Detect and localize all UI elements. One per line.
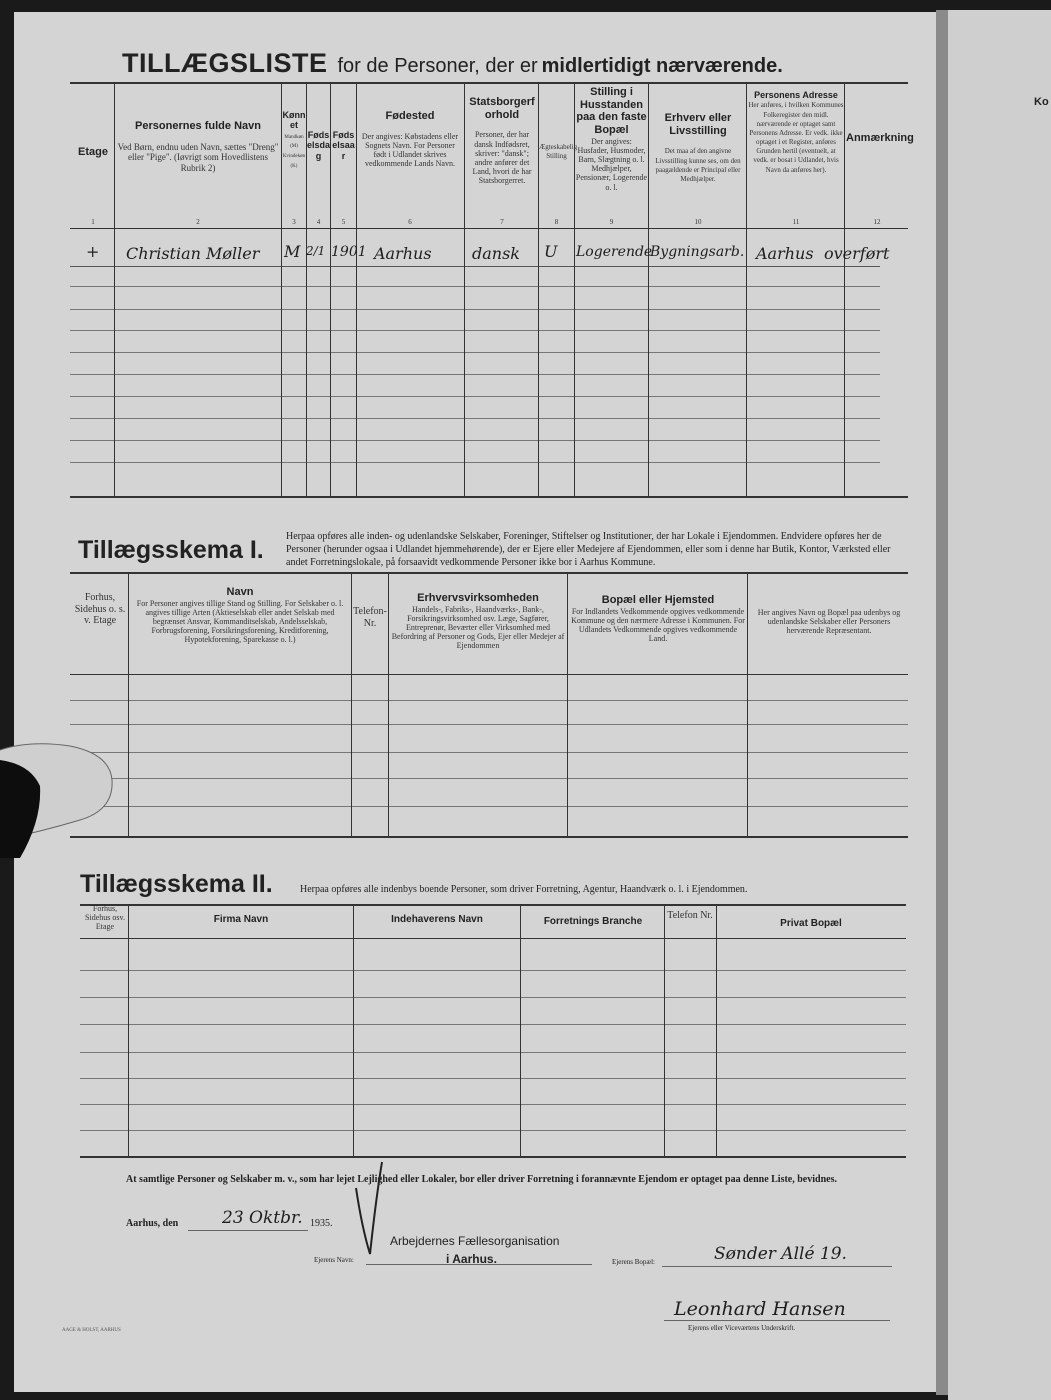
binding-spine: [936, 10, 948, 1395]
entry-remark: overført: [824, 244, 890, 263]
col-citizenship-header: Statsborgerforhold Personer, der har dansk Indfødsret, skriver: "dansk"; andre anfører det Land, hvori de har Statsborgerret.: [469, 96, 535, 186]
entry-birthyear: 1901: [331, 244, 367, 260]
stamp-line-1: Arbejdernes Fællesorganisation: [390, 1234, 560, 1248]
entry-household: Logerende: [576, 244, 653, 260]
skema2-text: Herpaa opføres alle indenbys boende Personer, som driver Forretning, Agentur, Haandværk o. l. i Ejendommen.: [300, 884, 748, 895]
skema1-title: Tillægsskema I.: [78, 536, 264, 564]
col-birthplace-header: Fødested Der angives: Købstadens eller Sognets Navn. For Personer født i Udlandet skrives vedkommende Lands Navn.: [361, 110, 459, 169]
s1-col-etage-header: Forhus, Sidehus o. s. v. Etage: [74, 592, 126, 626]
skema2-title: Tillægsskema II.: [80, 870, 273, 898]
owner-address-label: Ejerens Bopæl:: [612, 1258, 655, 1266]
title-main: TILLÆGSLISTE: [122, 48, 328, 78]
col-marital-header: Ægteskabelig Stilling: [539, 143, 578, 161]
s1-col-residence-header: Bopæl eller Hjemsted For Indlandets Vedkommende opgives vedkommende Kommune og den nærmere Adresse i Kommunen. For Udlandets Vedkommende opgives vedkommende Land.: [571, 594, 745, 644]
entry-birthplace: Aarhus: [374, 244, 432, 263]
signature-label: Ejerens eller Viceværtens Underskrift.: [688, 1324, 796, 1332]
col-num-10: 10: [694, 218, 702, 226]
col-num-4: 4: [316, 218, 321, 226]
entry-etage: +: [86, 242, 100, 261]
printer-mark: AAGE & HOLST, AARHUS: [62, 1328, 121, 1333]
entry-name: Christian Møller: [126, 244, 260, 263]
s1-col-business-header: Erhvervsvirksomheden Handels-, Fabriks-, Haandværks-, Bank-, Forsikringsvirksomhed osv. Læge, Sagfører, Entreprenør, Beværter eller Virksomhed med Befordring af Personer og Gods, Ejer eller Medejer af Ejendommen: [391, 592, 565, 651]
s1-col-name-header: Navn For Personer angives tillige Stand og Stilling. For Selskaber o. l. angives tillige Arten (Aktieselskab eller andet Selskab med begrænset Ansvar, Kommanditselskab, Andelsselskab, Forbrugsforening, Forsikringsforening, Kreditforening, Hypotekforening, Sparekasse o. l.): [136, 586, 344, 645]
col-occupation-header: Erhverv eller Livsstilling Det maa af den angivne Livsstilling kunne ses, om den paagældende er Principal eller Medhjælper.: [655, 112, 741, 184]
owner-address-handwritten: Sønder Allé 19.: [714, 1244, 847, 1264]
s2-col-firm-header: Firma Navn: [213, 914, 269, 925]
entry-sex: M: [284, 242, 301, 261]
s2-col-phone-header: Telefon Nr.: [667, 910, 713, 921]
col-birthday-header: Fødselsdag: [307, 130, 331, 161]
skema1-text: Herpaa opføres alle inden- og udenlandske Selskaber, Foreninger, Stiftelser og Institutioner, der har Lokale i Ejendommen. Endvidere opføres her de Personer (herunder ogsaa i Udlandet hjemmehørende), der er Ejere eller Medejere af Ejendommen, eller som i denne har Butik, Kontor, Værksted eller andet Forretningslokale, på forsaavidt vedkommende Personer ikke bor i Aarhus Kommune.: [286, 531, 891, 568]
place-label: Aarhus, den: [126, 1218, 179, 1229]
col-num-11: 11: [792, 218, 800, 226]
entry-citizenship: dansk: [472, 244, 520, 263]
col-num-1: 1: [91, 218, 95, 226]
col-etage-header: Etage: [78, 146, 108, 158]
s2-col-owner-header: Indehaverens Navn: [391, 914, 483, 925]
col-num-12: 12: [873, 218, 881, 226]
adjacent-page-text: Ko: [1034, 96, 1049, 108]
col-num-6: 6: [408, 218, 412, 226]
date-handwritten: 23 Oktbr.: [222, 1208, 303, 1228]
s1-col-representative-header: Her angives Navn og Bopæl paa udenbys og udenlandske Selskaber eller Personers herværende Repræsentant.: [757, 608, 901, 636]
stamp-line-2: i Aarhus.: [446, 1252, 497, 1266]
s1-col-phone-header: Telefon-Nr.: [353, 606, 387, 629]
s2-col-etage-header: Forhus, Sidehus osv. Etage: [85, 904, 125, 932]
col-household-header: Stilling i Husstanden paa den faste Bopæl Der angives: Husfader, Husmoder, Barn, Slægtning o. l. Medhjælper, Pensionær, Logerende o. l.: [575, 86, 648, 192]
col-num-9: 9: [609, 218, 614, 226]
col-remark-header: Anmærkning: [846, 132, 914, 144]
entry-address: Aarhus: [756, 244, 814, 263]
entry-occupation: Bygningsarb.: [650, 244, 745, 260]
col-num-2: 2: [196, 218, 200, 226]
page-title: [122, 48, 783, 79]
title-rest: for de Personer, der er: [337, 55, 538, 77]
signature-handwritten: Leonhard Hansen: [674, 1298, 846, 1320]
finger-shape: [0, 740, 115, 860]
year-label: 1935.: [310, 1218, 333, 1229]
adjacent-page: [948, 10, 1051, 1400]
entry-birthday: 2/1: [306, 244, 326, 258]
col-num-5: 5: [341, 218, 346, 226]
col-birthyear-header: Fødselsaar: [332, 130, 355, 161]
s2-col-branch-header: Forretnings Branche: [543, 916, 643, 927]
title-bold: midlertidigt nærværende.: [541, 55, 783, 77]
entry-marital: U: [544, 242, 558, 261]
col-name-header: Personernes fulde Navn Ved Børn, endnu uden Navn, sættes "Dreng" eller "Pige". (Iøvrigt som Hovedlistens Rubrik 2): [117, 120, 279, 173]
form-page: [14, 12, 936, 1392]
col-num-3: 3: [292, 218, 296, 226]
check-mark-icon: [352, 1158, 386, 1258]
col-sex-header: Kønnet Mandkøn (M) Kvindekøn (K): [282, 110, 306, 169]
owner-name-label: Ejerens Navn:: [314, 1256, 354, 1264]
declaration-text: At samtlige Personer og Selskaber m. v., som har lejet Lejlighed eller Lokaler, bor eller driver Forretning i forannævnte Ejendom er optaget paa denne Liste, bevidnes.: [126, 1174, 837, 1185]
col-address-header: Personens Adresse Her anføres, i hvilken Kommunes Folkeregister den midl. nærværende er optaget samt Personens Adresse. Er vedk. ikke optaget i et Register, anføres Grunden hertil (eventuelt, at vedk. er bosat i Udlandet, hvis Navn da anføres her).: [748, 90, 844, 174]
s2-col-private-address-header: Privat Bopæl: [780, 918, 842, 929]
col-num-8: 8: [554, 218, 559, 226]
col-num-7: 7: [500, 218, 504, 226]
